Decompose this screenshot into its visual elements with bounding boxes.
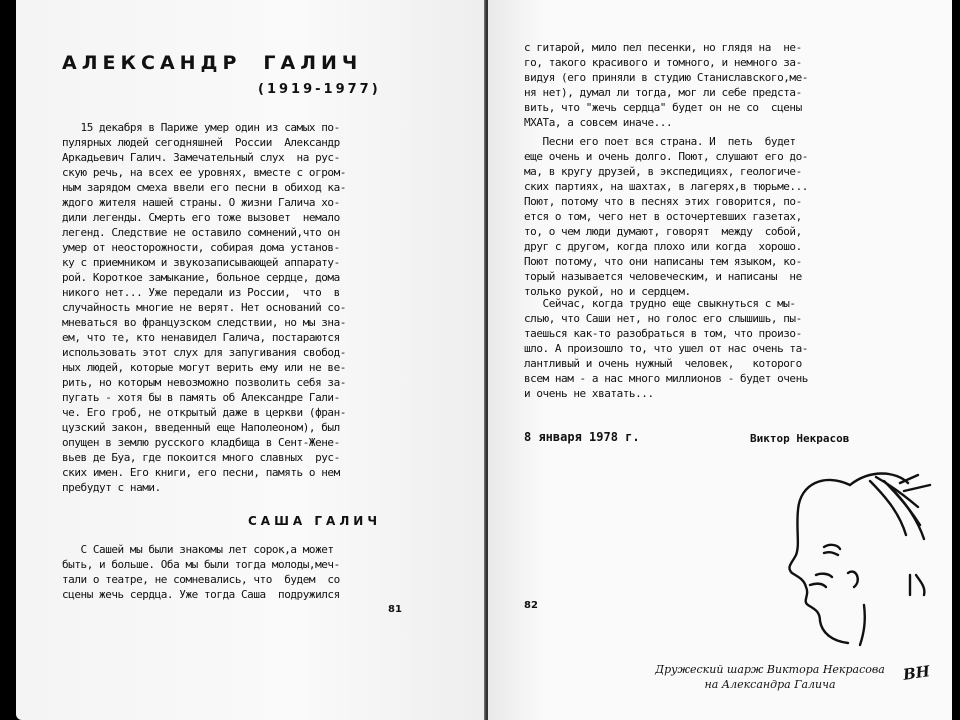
signature-date: 8 января 1978 г. — [524, 430, 640, 444]
caption-line-2: на Александра Галича — [704, 678, 836, 691]
caricature-drawing — [780, 455, 940, 655]
caricature-caption — [650, 662, 890, 692]
section-subtitle: САША ГАЛИЧ — [248, 514, 382, 528]
right-paragraph-1: с гитарой, мило пел песенки, но глядя на не- го, такого красивого и томного, и немного за- видуя (его приняли в студию Станиславского,ме- ня нет), думал ли тогда, мог ли себе предста- вить, что "жечь сердца" будет он не со сцены МХАТа, а совсем иначе... — [524, 41, 808, 129]
article-years: (1919-1977) — [258, 82, 381, 97]
signature-author: Виктор Некрасов — [750, 432, 850, 445]
title-first-name: АЛЕКСАНДР — [62, 52, 242, 74]
left-paragraph-1: 15 декабря в Париже умер один из самых по- пулярных людей сегодняшней России Александр Аркадьевич Галич. Замечательный слух на рус- скую речь, на всех ее уровнях, вместе с огром- ным зарядом смеха ввели его песни в обиход ка- ждого жителя нашей страны. О жизни Галича хо- дили легенды. Смерть его тоже вызовет немало легенд. Следствие не оставило сомнений,что он умер от неосторожности, собирая дома установ- ку с приемником и звукозаписывающей аппарату- рой. Короткое замыкание, больное сердце, дома никого нет... Уже передали из России, что в случайность многие не верят. Нет оснований со- мневаться во французском следствии, но мы зна- ем, что те, кто ненавидел Галича, постараются использовать этот слух для запугивания свобод- ных людей, которые могут верить ему или не ве- рить, но которым невозможно позволить себя за- пугать - хотя бы в память об Александре Гали- че. Его гроб, не открытый даже в церкви (фран- цузский закон, введенный еще Наполеоном), был опущен в землю русского кладбища в Сент-Жене- вьев де Буа, где покоится много славных рус- ских имен. Его книги, его песни, память о нем пребудут с нами. — [62, 121, 346, 494]
article-title — [62, 52, 362, 74]
caption-line-1: Дружеский шарж Виктора Некрасова — [655, 663, 885, 676]
right-paragraph-3: Сейчас, когда трудно еще свыкнуться с мы- слью, что Саши нет, но голос его слышишь, пы- таешься как-то разобраться в том, что произо- шло. А произошло то, что ушел от нас очень та- лантливый и очень нужный человек, которого всем нам - а нас много миллионов - будет очень и очень не хватать... — [524, 297, 808, 400]
left-paragraph-2: С Сашей мы были знакомы лет сорок,а может быть, и больше. Оба мы были тогда молоды,меч- тали о театре, не сомневались, что будем со сцены жечь сердца. Уже тогда Саша подружился — [62, 543, 340, 601]
page-number-left: 81 — [388, 604, 402, 615]
artist-monogram: ВН — [901, 662, 931, 684]
right-paragraph-2: Песни его поет вся страна. И петь будет еще очень и очень долго. Поют, слушают его до- ма, в кругу друзей, в экспедициях, геологиче- ских партиях, на шахтах, в лагерях,в тюрьме... Поют, потому что в песнях этих говорится, по- ется о том, чего нет в осточертевших газетах, то, о чем люди думают, говорят между собой, друг с другом, когда плохо или когда хорошо. Поют потому, что они написаны тем языком, ко- торый называется человеческим, и написаны не только рукой, но и сердцем. — [524, 135, 808, 298]
title-last-name: ГАЛИЧ — [263, 52, 363, 74]
page-number-right: 82 — [524, 600, 538, 611]
